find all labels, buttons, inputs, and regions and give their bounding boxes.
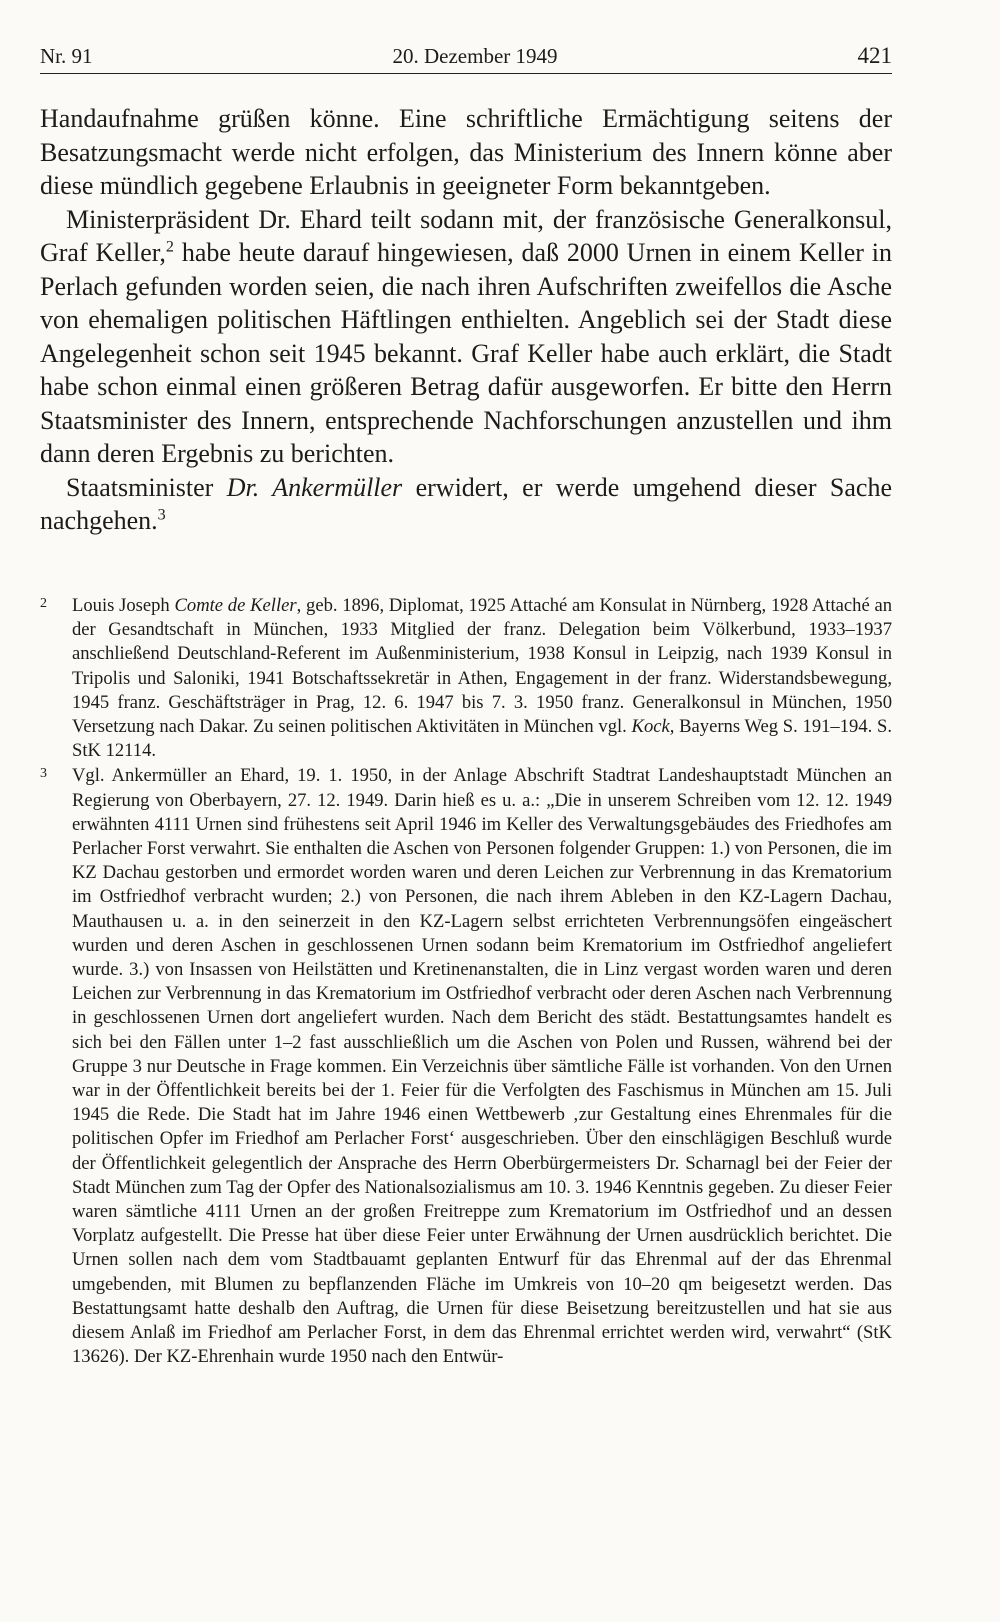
paragraph-text: Handaufnahme grüßen könne. Eine schriftliche Ermächtigung seitens der Besatzungsmacht werde nicht erfolgen, das Ministerium des Innern könne aber diese mündlich gegebene Erlaubnis in geeigneter Form bekanntgeben.: [40, 104, 892, 200]
issue-number: Nr. 91: [40, 44, 93, 68]
footnote: [40, 594, 892, 763]
paragraph: [40, 102, 892, 203]
paragraph-text: Ministerpräsident Dr. Ehard teilt sodann mit, der französische Generalkonsul, Graf Keller,: [40, 204, 892, 267]
header-date: 20. Dezember 1949: [392, 44, 558, 68]
paragraph: [40, 471, 892, 538]
footnote-text: Louis Joseph: [72, 595, 175, 616]
footnote-mark: 2: [40, 596, 47, 611]
page-number: 421: [857, 43, 892, 68]
person-name: Comte de Keller: [174, 595, 297, 616]
main-text: [40, 102, 892, 538]
footnote-text: Vgl. Ankermüller an Ehard, 19. 1. 1950, in der Anlage Abschrift Stadtrat Landeshauptstadt München an Regierung von Oberbayern, 27. 12. 1949. Darin hieß es u. a.: „Die in unserem Schreiben vom 12. 12. 1949 erwähnten 4111 Urnen sind frühestens seit April 1946 im Keller des Verwaltungsgebäudes des Friedhofes am Perlacher Forst verwahrt. Sie enthalten die Aschen von Personen folgender Gruppen: 1.) von Personen, die im KZ Dachau gestorben und ermordet worden waren und deren Leichen zur Verbrennung in das Krematorium im Ostfriedhof verbracht wurden; 2.) von Personen, die nach ihrem Ableben in den KZ-Lagern Dachau, Mauthausen u. a. in den seinerzeit in den KZ-Lagern selbst errichteten Verbrennungsöfen eingeäschert wurden und deren Aschen in geschlossenen Urnen sodann beim Krematorium im Ostfriedhof angeliefert wurde. 3.) von Insassen von Heilstätten und Kretinenanstalten, die in Linz vergast worden waren und deren Leichen zur Verbrennung in das Krematorium im Ostfriedhof verbracht oder deren Aschen nach Verbrennung in geschlossenen Urnen dort angeliefert wurden. Nach dem Bericht des städt. Bestattungsamtes handelt es sich bei den Fällen unter 1–2 fast ausschließlich um die Aschen von Polen und Russen, während bei der Gruppe 3 nur Deutsche in Frage kommen. Ein Verzeichnis über sämtliche Fälle ist vorhanden. Von den Urnen war in der Öffentlichkeit bereits bei der 1. Feier für die Verfolgten des Faschismus in München am 15. Juli 1945 die Rede. Die Stadt hat im Jahre 1946 einen Wettbewerb ‚zur Gestaltung eines Ehrenmales für die politischen Opfer im Friedhof am Perlacher Forst‘ ausgeschrieben. Über den einschlägigen Beschluß wurde der Öffentlichkeit gelegentlich der Ansprache des Herrn Oberbürgermeisters Dr. Scharnagl bei der Feier der Stadt München zum Tag der Opfer des Nationalsozialismus am 10. 3. 1946 Kenntnis gegeben. Zu dieser Feier waren sämtliche 4111 Urnen an der großen Freitreppe zum Krematorium im Ostfriedhof und an dessen Vorplatz aufgestellt. Die Presse hat über diese Feier unter Erwähnung der Urnen ausdrücklich berichtet. Die Urnen sollen nach dem vom Stadtbauamt geplanten Entwurf für das Ehrenmal auf der das Ehrenmal umgebenden, mit Blumen zu bepflanzenden Fläche im Umkreis von 10–20 qm beigesetzt werden. Das Bestattungsamt hatte deshalb den Auftrag, die Urnen für diese Beisetzung bereitzustellen und hat sie aus diesem Anlaß im Friedhof am Perlacher Forst, in dem das Ehrenmal errichtet werden wird, verwahrt“ (StK 13626). Der KZ-Ehrenhain wurde 1950 nach den Entwür-: [72, 765, 892, 1368]
paragraph-text: erwidert, er werde umgehend dieser Sache nachgehen.: [40, 472, 893, 535]
footnote-reference: 3: [157, 506, 166, 524]
person-name: Dr. Ankermüller: [226, 472, 403, 502]
paragraph-text: Staatsminister: [66, 472, 227, 502]
footnote-text: , Bayerns Weg S. 191–194. S. StK 12114.: [72, 716, 892, 762]
footnote-mark: 3: [40, 766, 47, 782]
footnote-text: , geb. 1896, Diplomat, 1925 Attaché am Konsulat in Nürnberg, 1928 Attaché an der Gesandtschaft in München, 1933 Mitglied der franz. Delegation beim Völkerbund, 1933–1937 anschließend Deutschland-Referent im Außenministerium, 1938 Konsul in Leipzig, nach 1939 Konsul in Tripolis und Saloniki, 1941 Botschaftssekretär in Athen, Engagement in der franz. Widerstandsbewegung, 1945 franz. Geschäftsträger in Prag, 12. 6. 1947 bis 7. 3. 1950 franz. Generalkonsul in München, 1950 Versetzung nach Dakar. Zu seinen politischen Aktivitäten in München vgl.: [72, 595, 893, 738]
footnote-reference: 2: [165, 238, 174, 256]
footnotes: [40, 594, 892, 1371]
reference-author: Kock: [631, 716, 670, 738]
footnote: [40, 764, 892, 1369]
page-header: [40, 40, 892, 74]
paragraph: [40, 203, 892, 471]
paragraph-text: habe heute darauf hingewiesen, daß 2000 Urnen in einem Keller in Perlach gefunden worden seien, die nach ihren Aufschriften zweifellos die Asche von ehemaligen politischen Häftlingen enthielten. Angeblich sei der Stadt diese Angelegenheit schon seit 1945 bekannt. Graf Keller habe auch erklärt, die Stadt habe schon einmal einen größeren Betrag dafür ausgeworfen. Er bitte den Herrn Staatsminister des Innern, entsprechende Nachforschungen anzustellen und ihm dann deren Ergebnis zu berichten.: [40, 238, 892, 468]
